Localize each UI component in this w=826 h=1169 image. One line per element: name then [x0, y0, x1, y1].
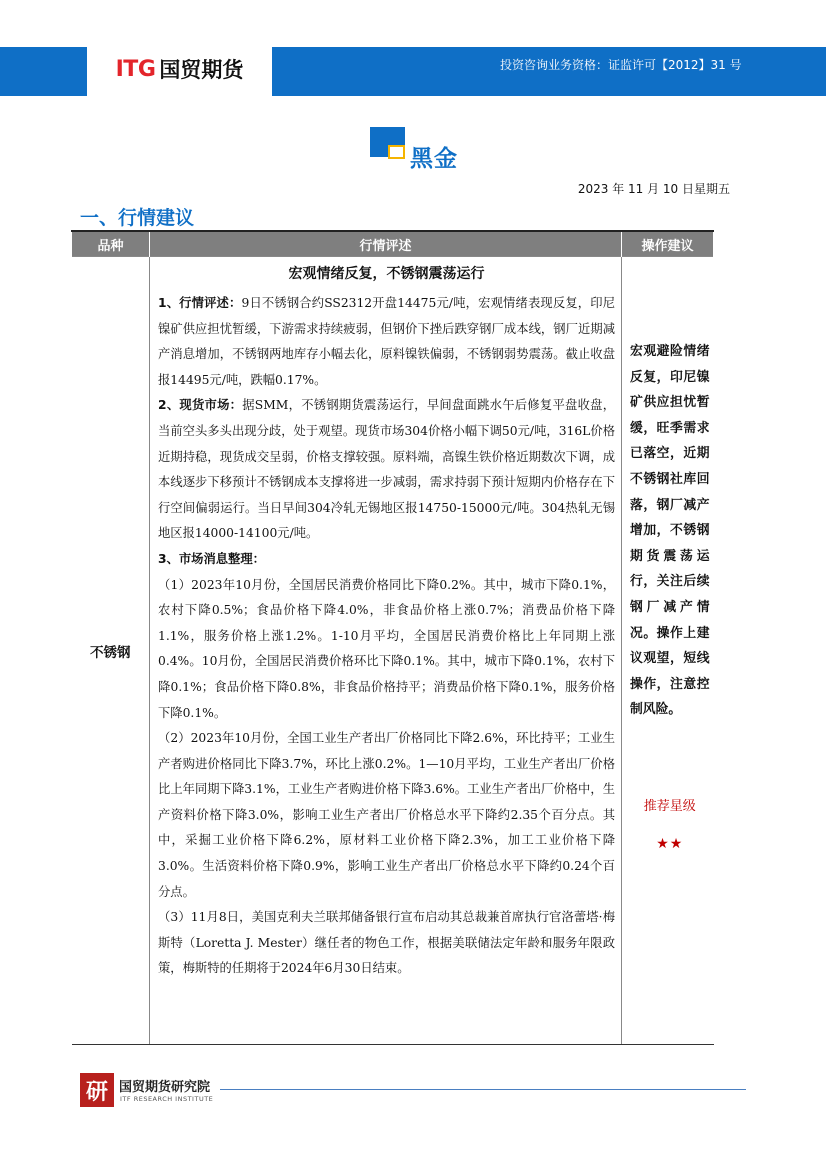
rating-label: 推荐星级	[643, 798, 696, 814]
news-item: （1）2023年10月份，全国居民消费价格同比下降0.2%。其中，城市下降0.1%，农村下降0.5%；食品价格下降4.0%，非食品价格上涨0.7%；消费品价格下降1.1%，服务价格上涨1.2%。1-10月平均，全国居民消费价格比上年同期上涨0.4%。10月份，全国居民消费价格环比下降0.1%。其中，城市下降0.1%，农村下降0.1%；食品价格下降0.8%，非食品价格持平；消费品价格下降0.1%，服务价格下降0.1%。	[158, 577, 615, 720]
footer-divider	[220, 1089, 746, 1090]
document-date: 2023 年 11 月 10 日星期五	[577, 182, 730, 196]
spot-market-label: 2、现货市场：	[158, 398, 243, 413]
news-label: 3、市场消息整理：	[158, 551, 265, 566]
market-review-label: 1、行情评述：	[158, 296, 242, 310]
commentary-title: 宏观情绪反复，不锈钢震荡运行	[288, 266, 485, 282]
advice-cell	[622, 257, 714, 1045]
research-institute-logo: 研	[80, 1073, 114, 1107]
column-header-variety: 品种	[72, 231, 150, 257]
table-row	[72, 257, 714, 1045]
advice-text: 宏观避险情绪反复，印尼镍矿供应担忧暂缓，旺季需求已落空，近期不锈钢社库回落，钢厂减产增加，不锈钢期货震荡运行，关注后续钢厂减产情况。操作上建议观望，短线操作，注意控制风险。	[630, 344, 710, 718]
spot-market-paragraph	[158, 393, 615, 547]
license-text: 投资咨询业务资格：证监许可【2012】31 号	[500, 58, 742, 72]
market-review-text: 9日不锈钢合约SS2312开盘14475元/吨，宏观情绪表现反复，印尼镍矿供应担忧暂缓，下游需求持续疲弱，但钢价下挫后跌穿钢厂成本线，钢厂近期减产消息增加，不锈钢两地库存小幅去化，原料镍铁偏弱，不锈钢弱势震荡。截止收盘报14495元/吨，跌幅0.17%。	[158, 296, 616, 387]
column-header-commentary: 行情评述	[150, 231, 622, 257]
news-item: （2）2023年10月份，全国工业生产者出厂价格同比下降2.6%，环比持平；工业生产者购进价格同比下降3.7%，环比上涨0.2%。1—10月平均，工业生产者出厂价格比上年同期下降3.1%，工业生产者购进价格下降3.6%。工业生产者出厂价格中，生产资料价格下降3.0%，影响工业生产者出厂价格总水平下降约2.35个百分点。其中，采掘工业价格下降6.2%，原材料工业价格下降2.3%，加工工业价格下降3.0%。生活资料价格下降0.9%，影响工业生产者出厂价格总水平下降约0.24个百分点。	[158, 731, 615, 899]
market-review-paragraph	[158, 291, 615, 393]
logo-latin: ITG	[115, 56, 156, 82]
rating-stars-icon: ★★	[656, 835, 684, 852]
spot-market-text: 据SMM，不锈钢期货震荡运行，早间盘面跳水午后修复平盘收盘，当前空头多头出现分歧，处于观望。现货市场304价格小幅下调50元/吨，316L价格近期持稳，现货成交呈弱，价格支撑较强。原料端，高镍生铁价格近期数次下调，成本线逐步下移预计不锈钢成本支撑将进一步减弱，需求持弱下预计短期内价格存在下行空间偏弱运行。当日早间304冷轧无锡地区报14750-15000元/吨。304热轧无锡地区报14000-14100元/吨。	[158, 398, 615, 541]
news-heading	[158, 547, 615, 573]
section-heading: 一、行情建议	[80, 207, 195, 229]
company-logo	[87, 42, 272, 96]
commentary-cell	[150, 257, 622, 1045]
footer-institute-subtitle: ITF RESEARCH INSTITUTE	[120, 1095, 214, 1103]
news-item: （3）11月8日，美国克利夫兰联邦储备银行宣布启动其总裁兼首席执行官洛蕾塔·梅斯特（Loretta J. Mester）继任者的物色工作，根据美联储法定年龄和服务年限政策，梅斯特的任期将于2024年6月30日结束。	[158, 910, 615, 976]
footer-institute-name: 国贸期货研究院	[119, 1080, 211, 1095]
logo-chinese: 国贸期货	[159, 58, 244, 82]
market-advice-table	[71, 230, 714, 1045]
variety-cell: 不锈钢	[72, 257, 150, 1045]
title-square-accent-icon	[388, 145, 405, 159]
column-header-advice: 操作建议	[622, 231, 714, 257]
table-header-row	[72, 231, 714, 257]
document-title: 黑金	[410, 146, 458, 172]
